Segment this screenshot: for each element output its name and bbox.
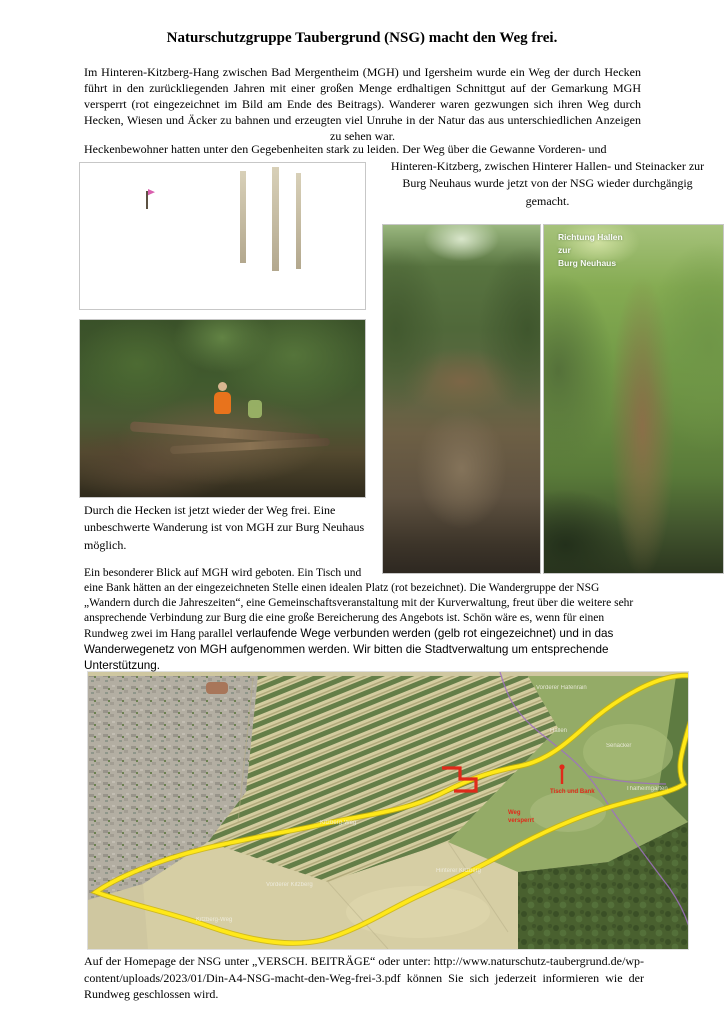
second-worker (248, 400, 262, 418)
map-label: Vorderer Kitzberg (266, 882, 313, 888)
photo-cleared-path-after (544, 225, 723, 573)
worker-head (218, 382, 227, 391)
paragraph2-continuation: Hinteren-Kitzberg, zwischen Hinterer Hallen- und Steinacker zur Burg Neuhaus wurde jetzt von der NSG wieder durchgängig gemacht. (390, 159, 705, 208)
sports-field (206, 682, 228, 694)
aerial-route-map (88, 672, 688, 949)
paragraph2-line1: Heckenbewohner hatten unter den Gegebenheiten stark zu leiden. Der Weg über die Gewanne Vorderen- und (84, 142, 607, 156)
photo-blocked-path-brush (80, 163, 365, 309)
map-label: Kitzberg-Weg (196, 917, 233, 923)
footer-paragraph (84, 953, 644, 1003)
page-title: Naturschutzgruppe Taubergrund (NSG) macht den Weg frei. (166, 30, 558, 46)
photo-worker-clearing-path (80, 320, 365, 497)
main-paragraph-sans: verlaufende Wege verbunden werden (gelb rot eingezeichnet) und in das Wanderwegenetz von MGH aufgenommen werden. Wir bitten die Stadtverwaltung um entsprechende Unterstützung. (84, 627, 614, 672)
direction-line1: Richtung Hallen (558, 232, 623, 242)
map-label: Kitzberg-Weg (320, 820, 357, 826)
tree-trunk (296, 173, 301, 269)
log-pile (170, 438, 330, 454)
map-label: Hallen (550, 728, 568, 734)
intro-paragraph: Im Hinteren-Kitzberg-Hang zwischen Bad Mergentheim (MGH) und Igersheim wurde ein Weg der durch Hecken führt in den zurückliegenden Jahren mit einer großen Menge erdhaltigen Schnittgut auf der Gemarkung MGH versperrt (rot eingezeichnet im Bild am Ende des Beitrags). Wanderer waren gezwungen sich ihren Weg durch Hecken, Wiesen und Äcker zu bahnen und erzeugten viel Unruhe in der Natur das aus unterschiedlichen Anzeigen zu sehen war. (84, 65, 641, 143)
photo-direction-caption (558, 231, 623, 270)
map-label: Vorderer Hafenrain (536, 685, 587, 691)
direction-line3: Burg Neuhaus (558, 258, 617, 268)
text-wrap-spacer (376, 566, 644, 579)
map-label: Thalheimgarten (626, 786, 668, 792)
map-label: Hinterer Kitzberg (436, 868, 482, 874)
meadow-light-patch (583, 724, 673, 780)
direction-line2: zur (558, 245, 571, 255)
map-label: Senacker (606, 743, 632, 749)
map-red-annotation: Tisch und Bank (550, 789, 595, 795)
photo-hedge-path-before (383, 225, 540, 573)
footer-text-pre: Auf der Homepage der NSG unter „VERSCH. BEITRÄGE“ oder unter: (84, 954, 434, 968)
homepage-url-link[interactable]: http://www.naturschutz-taubergrund.de/wp-content/uploads/2023/01/Din-A4-NSG-macht-den-Weg-frei-3.pdf (84, 954, 644, 985)
footer-text-post: können Sie sich jederzeit informieren wie der Rundweg geschlossen wird. (84, 970, 644, 1002)
pink-marker-flag (148, 189, 155, 198)
tree-trunk (240, 171, 246, 263)
map-red-annotation: versperrt (508, 818, 535, 824)
red-marker-dot (559, 764, 564, 769)
worker-orange-vest (214, 392, 231, 414)
tree-trunk (272, 167, 279, 271)
main-paragraph-serif: Ein besonderer Blick auf MGH wird geboten. Ein Tisch und eine Bank hätten an der eingezeichneten Stelle einen idealen Platz (rot bezeichnet). Die Wandergruppe der NSG „Wandern durch die Jahreszeiten“, eine Gemeinschaftsveranstaltung mit der Kurverwaltung, freut über die weitere sehr ansprechende Verbindung zur Burg die eine große Bereicherung des Angebots ist. Schön wäre es, wenn für einen Rundweg zwei im Hang parallel (84, 567, 634, 640)
map-red-annotation: Weg (508, 810, 521, 816)
main-paragraph (84, 566, 644, 674)
left-photo-caption: Durch die Hecken ist jetzt wieder der Weg frei. Eine unbeschwerte Wanderung ist von MGH zur Burg Neuhaus möglich. (84, 503, 365, 552)
marker-flag-pole (146, 191, 148, 209)
